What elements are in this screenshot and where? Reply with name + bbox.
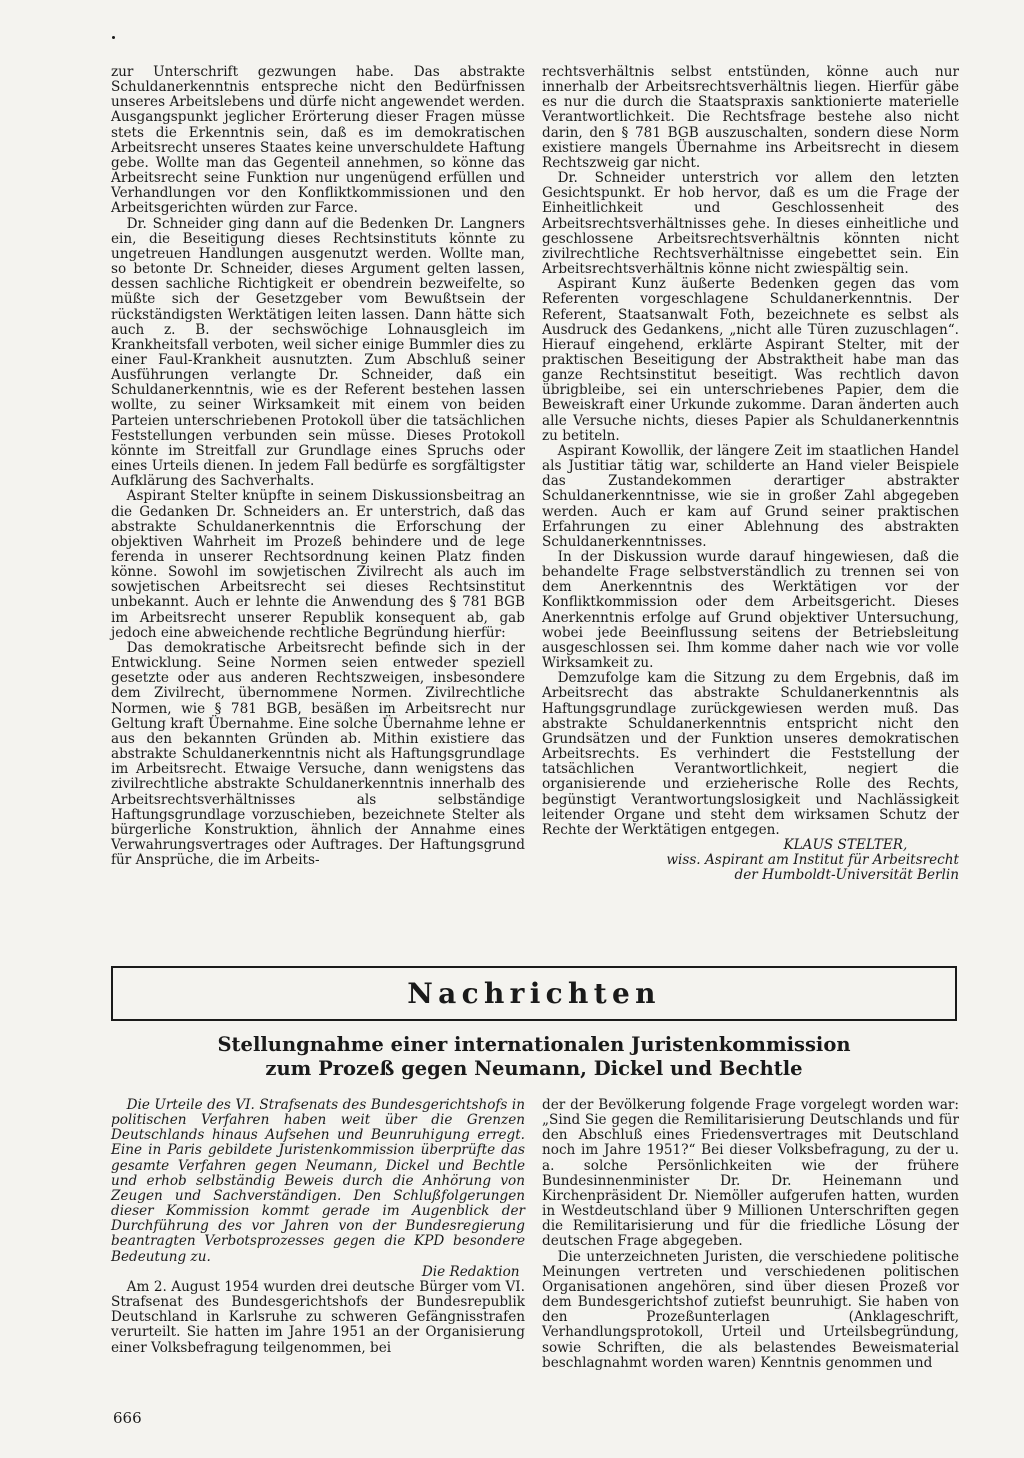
paragraph: Demzufolge kam die Sitzung zu dem Ergebnis, daß im Arbeitsrecht das abstrakte Schuldanerkenntnis als Haftungsgrundlage zurückgewiesen werden muß. Das abstrakte Schuldanerkenntnis entspricht nicht den Grundsätzen und der Funktion unseres demokratischen Arbeitsrechts. Es verhindert die Feststellung der tatsächlichen Verantwortlichkeit, negiert die organisierende und erzieherische Rolle des Rechts, begünstigt Verantwortungslosigkeit und Nachlässigkeit leitender Organe und steht dem wirksamen Schutz der Rechte der Werktätigen entgegen.	[542, 670, 959, 838]
paragraph: Aspirant Kowollik, der längere Zeit im staatlichen Handel als Justitiar tätig war, schilderte an Hand vieler Beispiele das Zustandekommen derartiger abstrakter Schuldanerkenntnisse, wie sie in großer Zahl abgegeben werden. Auch er kam auf Grund seiner praktischen Erfahrungen zu einer Ablehnung des abstrakten Schuldanerkenntnisses.	[542, 442, 959, 550]
news-right-column	[542, 1098, 959, 1371]
paragraph: Aspirant Kunz äußerte Bedenken gegen das vom Referenten vorgeschlagene Schuldanerkenntnis. Der Referent, Staatsanwalt Foth, bezeichnete es selbst als Ausdruck des Gedankens, „nicht alle Türen zuzuschlagen“. Hierauf eingehend, erklärte Aspirant Stelter, mit der praktischen Beseitigung der Abstraktheit habe man das ganze Rechtsinstitut beseitigt. Was rechtlich davon übrigbleibe, sei ein unterschriebenes Papier, dem die Beweiskraft einer Urkunde zukomme. Daran änderten auch alle Versuche nichts, dieses Papier als Schuldanerkenntnis zu betiteln.	[542, 276, 959, 444]
print-speck	[112, 36, 115, 39]
section-title: Nachrichten	[407, 977, 661, 1010]
signature-affiliation: der Humboldt-Universität Berlin	[734, 867, 959, 884]
article-right-column	[542, 65, 959, 883]
section-banner	[111, 966, 957, 1021]
headline-line: Stellungnahme einer internationalen Juristenkommission	[217, 1033, 851, 1056]
paragraph: Am 2. August 1954 wurden drei deutsche Bürger vom VI. Strafsenat des Bundesgerichtshofs der Bundesrepublik Deutschland in Karlsruhe zu schweren Gefängnisstrafen verurteilt. Sie hatten im Jahre 1951 an der Organisierung einer Volksbefragung teilgenommen, bei	[111, 1278, 525, 1356]
paragraph: Das demokratische Arbeitsrecht befinde sich in der Entwicklung. Seine Normen seien entweder speziell gesetzte oder aus anderen Rechtszweigen, insbesondere dem Zivilrecht, übernommene Normen. Zivilrechtliche Normen, wie § 781 BGB, besäßen im Arbeitsrecht nur Geltung kraft Übernahme. Eine solche Übernahme lehne er aus den bekannten Gründen ab. Mithin existiere das abstrakte Schuldanerkenntnis nicht als Haftungsgrundlage im Arbeitsrecht. Etwaige Versuche, dann wenigstens das zivilrechtliche abstrakte Schuldanerkenntnis innerhalb des Arbeitsrechtsverhältnisses als selbständige Haftungsgrundlage vorzuschieben, bezeichnete Stelter als bürgerliche Konstruktion, ähnlich der Annahme eines Verwahrungsvertrages oder Auftrages. Der Haftungsgrund für Ansprüche, die im Arbeits-	[111, 639, 525, 869]
article-headline	[111, 1033, 957, 1081]
intro-credit: Die Redaktion	[421, 1263, 520, 1280]
news-left-column	[111, 1098, 525, 1356]
paragraph: rechtsverhältnis selbst entstünden, könne auch nur innerhalb der Arbeitsrechtsverhältnis liegen. Hierfür gäbe es nur die durch die Staatspraxis sanktionierte materielle Verantwortlichkeit. Die Rechtsfrage bestehe also nicht darin, den § 781 BGB auszuschalten, sondern diese Norm existiere mangels Übernahme ins Arbeitsrecht in diesem Rechtszweig gar nicht.	[542, 64, 959, 171]
paragraph: der der Bevölkerung folgende Frage vorgelegt worden war: „Sind Sie gegen die Remilitarisierung Deutschlands und für den Abschluß eines Friedensvertrages mit Deutschland noch im Jahre 1951?“ Bei dieser Volksbefragung, zu der u. a. solche Persönlichkeiten wie der frühere Bundesinnenminister Dr. Dr. Heinemann und Kirchenpräsident Dr. Niemöller aufgerufen hatten, wurden in Westdeutschland über 9 Millionen Unterschriften gegen die Remilitarisierung und für die friedliche Lösung der deutschen Frage abgegeben.	[542, 1097, 959, 1250]
signature-affiliation: wiss. Aspirant am Institut für Arbeitsrecht	[666, 852, 959, 869]
intro-text: Die Urteile des VI. Strafsenats des Bundesgerichtshofs in politischen Verfahren haben weit über die Grenzen Deutschlands hinaus Aufsehen und Beunruhigung erregt. Eine in Paris gebildete Juristenkommission überprüfte das gesamte Verfahren gegen Neumann, Dickel und Bechtle und erhob selbständig Beweis durch die Anhörung von Zeugen und Sachverständigen. Den Schlußfolgerungen dieser Kommission kommt gerade im Augenblick der Durchführung des vor Jahren von der Bundesregierung beantragten Verbotsprozesses gegen die KPD besondere Bedeutung zu.	[111, 1097, 525, 1265]
paragraph: Dr. Schneider unterstrich vor allem den letzten Gesichtspunkt. Er hob hervor, daß es um die Frage der Einheitlichkeit und Geschlossenheit des Arbeitsrechtsverhältnisses gehe. In dieses einheitliche und geschlossene Arbeitsrechtsverhältnis könnten nicht zivilrechtliche Rechtsverhältnisse eingebettet sein. Ein Arbeitsrechtsverhältnis könne nicht zwiespältig sein.	[542, 170, 959, 278]
paragraph: In der Diskussion wurde darauf hingewiesen, daß die behandelte Frage selbstverständlich zu trennen sei von dem Anerkenntnis des Werktätigen vor der Konfliktkommission oder dem Arbeitsgericht. Dieses Anerkenntnis erfolge auf Grund objektiver Untersuchung, wobei jede Beeinflussung seitens der Betriebsleitung ausgeschlossen sei. Ihm komme daher nach wie vor volle Wirksamkeit zu.	[542, 549, 959, 672]
headline-line: zum Prozeß gegen Neumann, Dickel und Bechtle	[265, 1057, 803, 1080]
paragraph: Dr. Schneider ging dann auf die Bedenken Dr. Langners ein, die Beseitigung dieses Rechtsinstituts könnte zu ungetreuen Handlungen ausgenutzt werden. Wollte man, so betonte Dr. Schneider, dieses Argument gelten lassen, dessen sachliche Richtigkeit er obendrein bezweifelte, so müßte sich der Gesetzgeber vom Bewußtsein der rückständigsten Werktätigen leiten lassen. Dann hätte sich auch z. B. der sechswöchige Lohnausgleich im Krankheitsfall verboten, weil sicher einige Bummler dies zu einer Faul-Krankheit ausnutzten. Zum Abschluß seiner Ausführungen verlangte Dr. Schneider, daß ein Schuldanerkenntnis, wie es der Referent bestehen lassen wollte, zu seiner Wirksamkeit mit einem von beiden Parteien unterschriebenen Protokoll über die tatsächlichen Feststellungen verbunden sein müsse. Dieses Protokoll könnte im Streitfall zur Grundlage eines Spruchs oder eines Urteils dienen. In jedem Fall bedürfe es sorgfältigster Aufklärung des Sachverhalts.	[111, 215, 525, 490]
page-number: 666	[113, 1409, 142, 1427]
paragraph: Aspirant Stelter knüpfte in seinem Diskussionsbeitrag an die Gedanken Dr. Schneiders an. Er unterstrich, daß das abstrakte Schuldanerkenntnis die Erforschung der objektiven Wahrheit im Prozeß behindere und de lege ferenda in unserer Rechtsordnung keinen Platz finden könne. Sowohl im sowjetischen Zivilrecht als auch im sowjetischen Arbeitsrecht sei dieses Rechtsinstitut unbekannt. Auch er lehnte die Anwendung des § 781 BGB im Arbeitsrecht unserer Republik konsequent ab, gab jedoch eine abweichende rechtliche Begründung hierfür:	[111, 488, 525, 641]
editorial-intro	[111, 1098, 525, 1265]
paragraph: zur Unterschrift gezwungen habe. Das abstrakte Schuldanerkenntnis entspreche nicht den Bedürfnissen unseres Arbeitslebens und dürfe nicht angewendet werden. Ausgangspunkt jeglicher Erörterung dieser Fragen müsse stets die Erkenntnis sein, daß es im demokratischen Arbeitsrecht unseres Staates keine unverschuldete Haftung gebe. Wollte man das Gegenteil annehmen, so könne das Arbeitsrecht seine Funktion nur ungenügend erfüllen und Verhandlungen vor den Konfliktkommissionen und den Arbeitsgerichten würden zur Farce.	[111, 64, 525, 217]
signature-name: KLAUS STELTER,	[783, 836, 908, 853]
paragraph: Die unterzeichneten Juristen, die verschiedene politische Meinungen vertreten und verschiedenen politischen Organisationen angehören, sind über diesen Prozeß vor dem Bundesgerichtshof zutiefst beunruhigt. Sie haben von den Prozeßunterlagen (Anklageschrift, Verhandlungsprotokoll, Urteil und Urteilsbegründung, sowie Schriften, die als belastendes Beweismaterial beschlagnahmt worden waren) Kenntnis genommen und	[542, 1248, 959, 1371]
article-left-column	[111, 65, 525, 868]
